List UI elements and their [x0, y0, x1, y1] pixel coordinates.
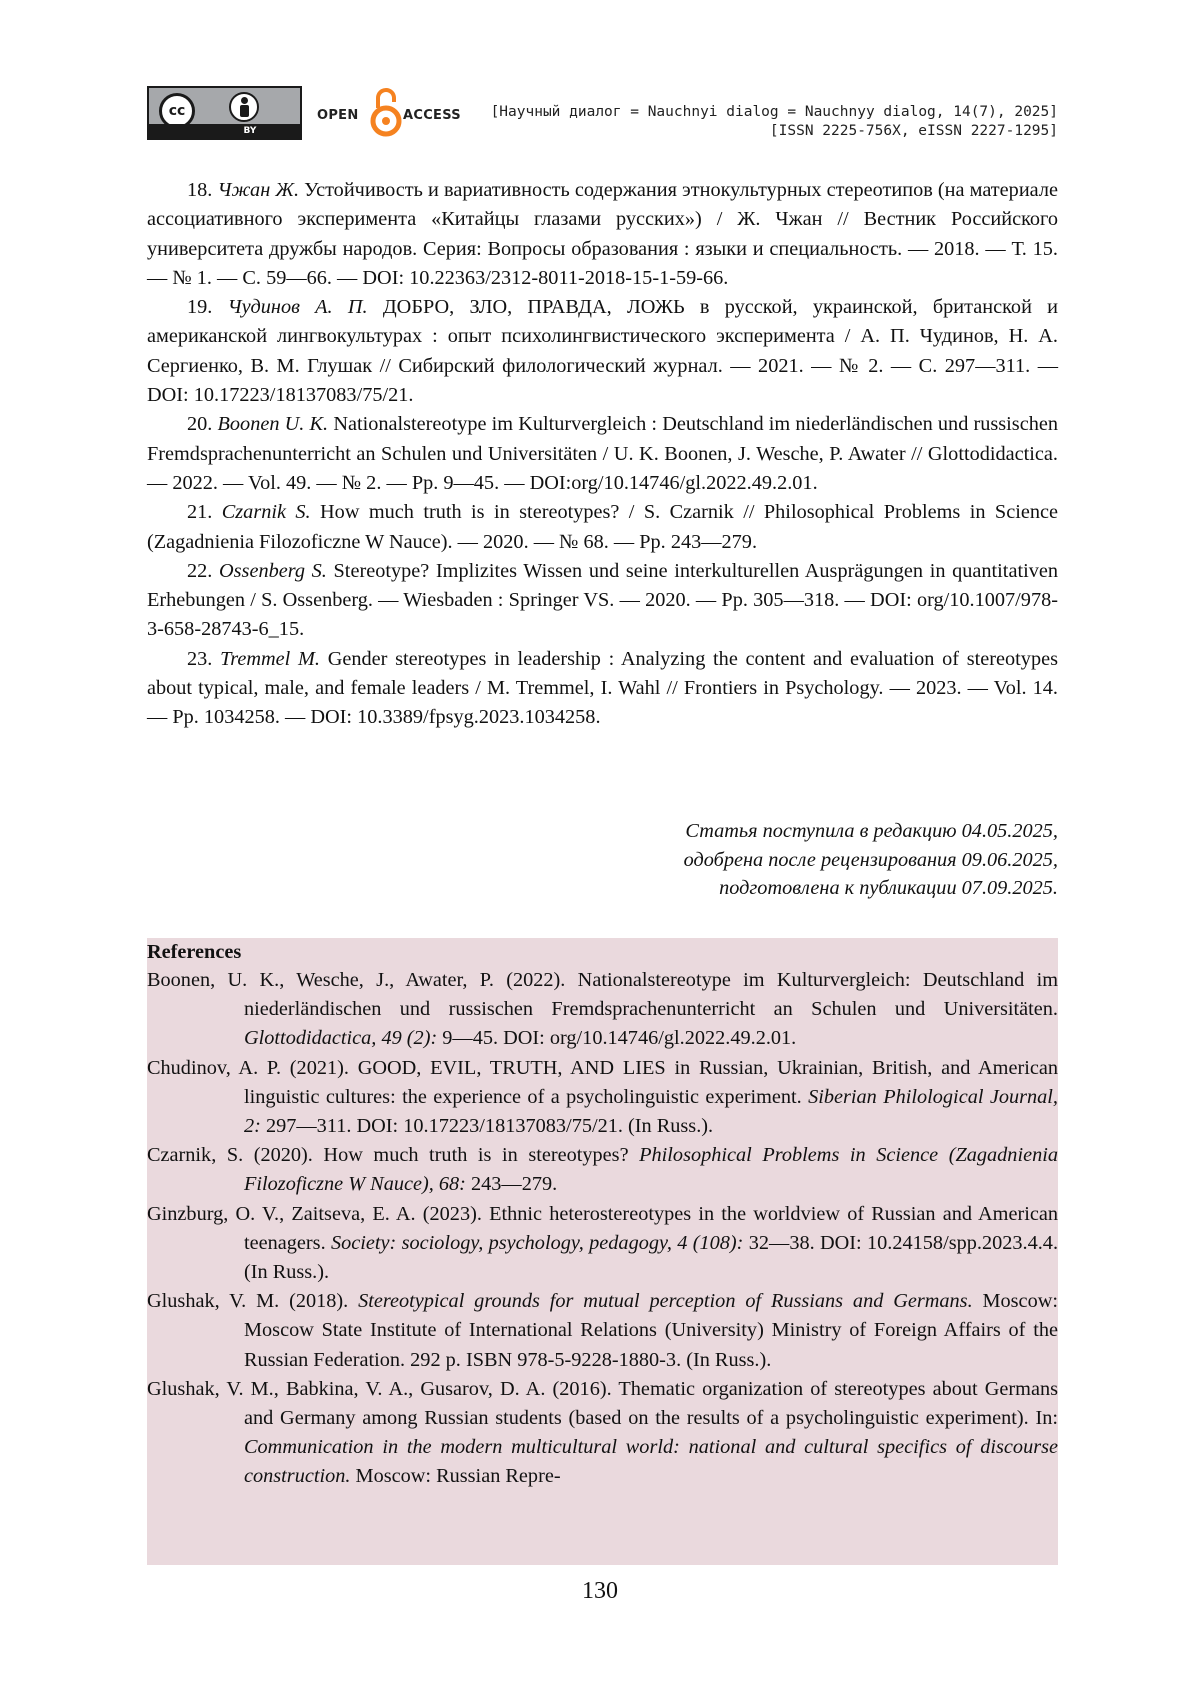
references-section	[147, 938, 1058, 1565]
journal-issn-line: [ISSN 2225-756X, eISSN 2227-1295]	[769, 123, 1058, 139]
bibliography-item: 23. Tremmel M. Gender stereotypes in leadership : Analyzing the content and evaluation of stereotypes about typical, male, and female leaders / M. Tremmel, I. Wahl // Frontiers in Psychology. — 2023. — Vol. 14. — Pp. 1034258. — DOI: 10.3389/fpsyg.2023.1034258.	[147, 647, 1058, 729]
bibliography-item: 21. Czarnik S. How much truth is in stereotypes? / S. Czarnik // Philosophical Problems in Science (Zagadnienia Filozoficzne W Nauce). — 2020. — № 68. — Pp. 243—279.	[147, 501, 1058, 553]
approved-date: одобрена после рецензирования 09.06.2025,	[683, 848, 1058, 871]
open-access-access-label: ACCESS	[403, 108, 461, 123]
ref-author: Boonen U. K.	[217, 413, 329, 436]
page-number: 130	[582, 1578, 618, 1604]
ref-author: Tremmel M.	[220, 647, 320, 670]
journal-citation-line: [Научный диалог = Nauchnyi dialog = Nauchnyy dialog, 14(7), 2025]	[490, 104, 1058, 120]
reference-item: Ginzburg, O. V., Zaitseva, E. A. (2023). Ethnic heterostereotypes in the worldview of Russian and American teenagers. Society: sociology, psychology, pedagogy, 4 (108): 32—38. DOI: 10.24158/spp.2023.4.4. (In Russ.).	[147, 1202, 1058, 1284]
cc-icon: cc	[159, 93, 195, 129]
reference-item: Glushak, V. M. (2018). Stereotypical grounds for mutual perception of Russians and Germans. Moscow: Moscow State Institute of International Relations (University) Ministry of Foreign Affairs of the Russian Federation. 292 p. ISBN 978-5-9228-1880-3. (In Russ.).	[147, 1290, 1058, 1371]
bibliography-item: 19. Чудинов А. П. ДОБРО, ЗЛО, ПРАВДА, ЛОЖЬ в русской, украинской, британской и американской лингвокультурах : опыт психолингвистического эксперимента / А. П. Чудинов, Н. А. Сергиенко, В. М. Глушак // Сибирский филологический журнал. — 2021. — № 2. — С. 297—311. — DOI: 10.17223/18137083/75/21.	[147, 296, 1059, 407]
open-access-open-label: OPEN	[317, 108, 359, 123]
attribution-icon	[229, 92, 259, 122]
open-access-logo[interactable]	[317, 86, 467, 140]
page-header	[147, 86, 1058, 144]
bibliography-item: 18. Чжан Ж. Устойчивость и вариативность содержания этнокультурных стереотипов (на материале ассоциативного эксперимента «Китайцы глазами русских») / Ж. Чжан // Вестник Российского университета дружбы народов. Серия: Вопросы образования : языки и специальность. — 2018. — Т. 15. — № 1. — С. 59—66. — DOI: 10.22363/2312-8011-2018-15-1-59-66.	[147, 179, 1058, 289]
bibliography-item: 22. Ossenberg S. Stereotype? Implizites Wissen und seine interkulturellen Ausprägungen in quantitativen Erhebungen / S. Ossenberg. — Wiesbaden : Springer VS. — 2020. — Pp. 305—318. — DOI: org/10.1007/978-3-658-28743-6_15.	[147, 559, 1058, 641]
ref-author: Чжан Ж.	[217, 179, 300, 201]
article-dates	[147, 817, 1058, 903]
journal-citation	[491, 103, 1058, 141]
bibliography-list	[147, 176, 1058, 733]
reference-item: Czarnik, S. (2020). How much truth is in stereotypes? Philosophical Problems in Science (Zagadnienia Filozoficzne W Nauce), 68: 243—279.	[147, 1144, 1058, 1196]
by-label: BY	[243, 126, 257, 136]
reference-item: Glushak, V. M., Babkina, V. A., Gusarov, D. A. (2016). Thematic organization of stereotypes about Germans and Germany among Russian students (based on the results of a psycholinguistic experiment). In: Communication in the modern multicultural world: national and cultural specifics of discourse construction. Moscow: Russian Repre-	[147, 1377, 1058, 1488]
ref-author: Чудинов А. П.	[227, 296, 368, 319]
reference-item: Chudinov, A. P. (2021). GOOD, EVIL, TRUTH, AND LIES in Russian, Ukrainian, British, and American linguistic cultures: the experience of a psycholinguistic experiment. Siberian Philological Journal, 2: 297—311. DOI: 10.17223/18137083/75/21. (In Russ.).	[147, 1056, 1058, 1138]
publication-date: подготовлена к публикации 07.09.2025.	[719, 877, 1058, 900]
bibliography-item: 20. Boonen U. K. Nationalstereotype im Kulturvergleich : Deutschland im niederländischen und russischen Fremdsprachenunterricht an Schulen und Universitäten / U. K. Boonen, J. Wesche, P. Awater // Glottodidactica. — 2022. — Vol. 49. — № 2. — Pp. 9—45. — DOI:org/10.14746/gl.2022.49.2.01.	[147, 413, 1058, 494]
ref-author: Czarnik S.	[221, 501, 311, 524]
received-date: Статья поступила в редакцию 04.05.2025,	[685, 820, 1058, 842]
open-lock-icon	[369, 86, 403, 138]
ref-author: Ossenberg S.	[219, 559, 327, 582]
reference-item: Boonen, U. K., Wesche, J., Awater, P. (2022). Nationalstereotype im Kulturvergleich: Deutschland im niederländischen und russischen Fremdsprachenunterricht an Schulen und Universitäten. Glottodidactica, 49 (2): 9—45. DOI: org/10.14746/gl.2022.49.2.01.	[147, 969, 1058, 1050]
references-heading: References	[147, 941, 242, 963]
cc-by-license-badge[interactable]	[147, 86, 302, 140]
